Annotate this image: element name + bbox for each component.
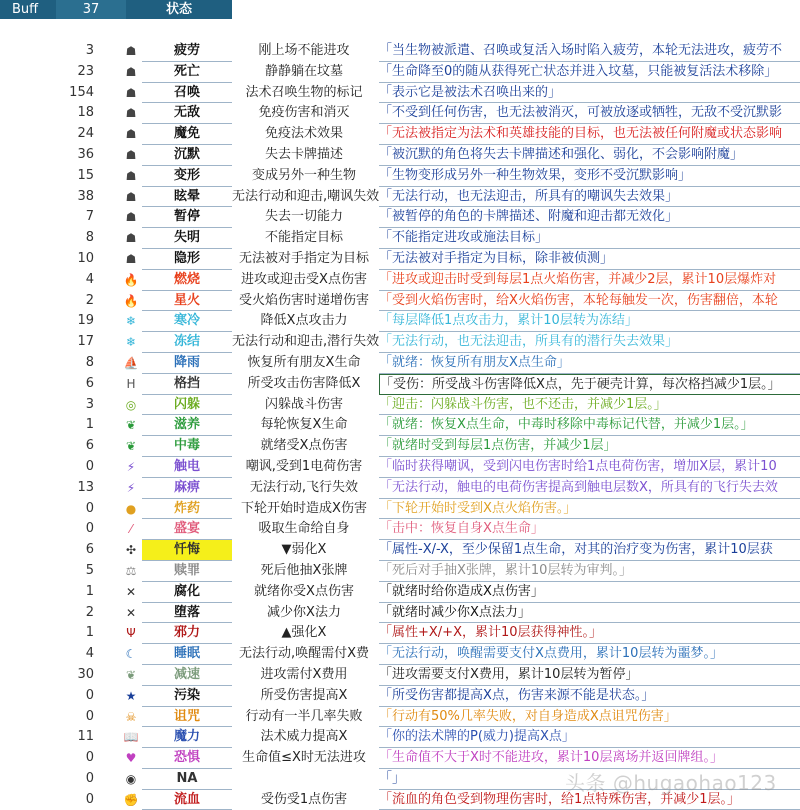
status-summary: 降低X点攻击力 [260,313,348,329]
status-summary: 进攻需付X费用 [260,666,348,682]
buff-count: 37 [56,0,126,19]
status-summary: 每轮恢复X生命 [260,417,348,433]
status-summary: 生命值≤X时无法进攻 [242,750,366,766]
status-name: 死亡 [142,62,232,83]
status-name: 流血 [142,790,232,810]
status-description: 「无法行动，也无法迎击，所具有的嘲讽失去效果」 [379,187,800,208]
status-description: 「行动有50%几率失败，对自身造成X点诅咒伤害」 [379,707,800,728]
status-name: 燃烧 [142,270,232,291]
status-description: 「击中：恢复自身X点生命」 [379,519,800,540]
status-description: 「就绪：恢复所有朋友X点生命」 [379,353,800,374]
status-summary: 法术召唤生物的标记 [245,84,363,100]
leaf-icon: ❦ [125,439,137,454]
count-value: 23 [77,63,94,79]
table-row [0,436,800,457]
status-name: 闪躲 [142,395,232,416]
status-summary: 静静躺在坟墓 [264,63,343,79]
barrier-icon: H [126,376,136,391]
status-name: 魔力 [142,727,232,748]
status-name: 麻痹 [142,478,232,499]
leaf-icon: ❦ [125,667,137,682]
status-name: 失明 [142,228,232,249]
table-row [0,228,800,249]
status-description: 「临时获得嘲讽，受到闪电伤害时给1点电荷伤害，增加X层，累计10 [379,457,800,478]
table-row [0,623,800,644]
status-description: 「生物变形成另外一种生物效果，变形不受沉默影响」 [379,166,800,187]
status-summary: 闪躲战斗伤害 [264,396,343,412]
count-value: 1 [85,583,94,599]
status-name: 格挡 [142,374,232,395]
status-description: 「无法被指定为法术和英雄技能的目标，也无法被任何附魔或状态影响 [379,124,800,145]
count-value: 0 [85,458,94,474]
status-name: 疲劳 [142,41,232,62]
table-row [0,519,800,540]
shield-icon: ☗ [125,106,137,121]
fist-icon: ✊ [123,792,139,807]
status-summary: 无法行动,飞行失效 [249,479,359,495]
book-icon: 📖 [123,730,139,745]
status-summary: 不能指定目标 [264,230,343,246]
table-row [0,561,800,582]
table-row [0,499,800,520]
table-row [0,311,800,332]
status-description: 「生命值不大于X时不能进攻，累计10层离场并返回牌组。」 [379,748,800,769]
status-description: 「当生物被派遣、召唤或复活入场时陷入疲劳，本轮无法进攻，疲劳不 [379,41,800,62]
count-value: 30 [77,666,94,682]
table-row [0,748,800,769]
status-description: 「所受伤害都提高X点，伤害来源不能是状态。」 [379,686,800,707]
status-name: 寒冷 [142,311,232,332]
table-row [0,603,800,624]
status-description: 「不能指定进攻或施法目标」 [379,228,800,249]
shield-icon: ☗ [125,64,137,79]
shield-icon: ☗ [125,85,137,100]
table-row [0,207,800,228]
status-name: 滋养 [142,415,232,436]
count-value: 17 [77,334,94,350]
count-value: 38 [77,188,94,204]
status-summary: 无法行动和迎击,潜行失效 [232,334,380,350]
table-row [0,395,800,416]
count-value: 0 [85,750,94,766]
table-row [0,83,800,104]
table-row [0,270,800,291]
table-row [0,332,800,353]
lightning-icon: ⚡ [126,480,136,495]
status-description: 「死后对手抽X张牌，累计10层转为审判。」 [379,561,800,582]
status-description: 「生命降至0的随从获得死亡状态并进入坟墓，只能被复活法术移除」 [379,62,800,83]
status-name: 堕落 [142,603,232,624]
status-table [0,41,800,810]
count-value: 0 [85,687,94,703]
count-value: 8 [85,354,94,370]
status-name: 盛宴 [142,519,232,540]
count-value: 15 [77,167,94,183]
status-description: 「被沉默的角色将失去卡牌描述和强化、弱化，不会影响附魔」 [379,145,800,166]
status-name: 降雨 [142,353,232,374]
status-description: 「无法行动，触电的电荷伤害提高到触电层数X，所具有的飞行失去效 [379,478,800,499]
status-description: 「受到火焰伤害时，给X火焰伤害，本轮每触发一次，伤害翻倍，本轮 [379,291,800,312]
status-description: 「你的法术牌的P(威力)提高X点」 [379,727,800,748]
status-summary: ▲强化X [281,625,327,641]
table-row [0,103,800,124]
shield-icon: ☗ [125,210,137,225]
count-value: 36 [77,146,94,162]
table-row [0,686,800,707]
status-description: 「」 [379,769,800,790]
count-value: 4 [85,646,94,662]
status-name: 睡眠 [142,644,232,665]
snowflake-icon: ❄ [125,335,137,350]
star-icon: ★ [125,688,137,703]
table-row [0,540,800,561]
status-name: 无敌 [142,103,232,124]
count-value: 13 [77,479,94,495]
status-name: 赎罪 [142,561,232,582]
table-row [0,707,800,728]
status-summary: 失去卡牌描述 [264,146,343,162]
cross-icon: ✣ [125,543,137,558]
status-summary: 下轮开始时造成X伤害 [241,500,367,516]
table-row [0,124,800,145]
trident-icon: Ψ [126,626,136,641]
eye-icon: ◉ [125,771,137,786]
table-row [0,644,800,665]
table-row [0,187,800,208]
status-name: 触电 [142,457,232,478]
status-summary: ▼弱化X [281,542,327,558]
status-summary: 吸取生命给自身 [258,521,350,537]
count-value: 3 [85,396,94,412]
table-row [0,41,800,62]
shield-icon: ☗ [125,147,137,162]
count-value: 1 [85,625,94,641]
count-value: 19 [77,313,94,329]
status-description: 「进攻或迎击时受到每层1点火焰伤害，并减少2层，累计10层爆炸对 [379,270,800,291]
status-summary: 行动有一半几率失败 [245,708,363,724]
count-value: 18 [77,105,94,121]
status-summary: 无法被对手指定为目标 [238,250,369,266]
lightning-icon: ⚡ [126,459,136,474]
count-value: 7 [85,209,94,225]
status-name: 炸药 [142,499,232,520]
count-value: 6 [85,438,94,454]
status-description: 「属性+X/+X，累计10层获得神性。」 [379,623,800,644]
status-summary: 嘲讽,受到1电荷伤害 [245,458,363,474]
status-name: 忏悔 [142,540,232,561]
status-summary: 变成另外一种生物 [251,167,356,183]
status-summary: 受火焰伤害时递增伤害 [238,292,369,308]
status-name: 诅咒 [142,707,232,728]
status-description: 「属性-X/-X，至少保留1点生命，对其的治疗变为伤害，累计10层获 [379,540,800,561]
status-description: 「无法行动，唤醒需要支付X点费用，累计10层转为噩梦。」 [379,644,800,665]
status-description: 「流血的角色受到物理伤害时，给1点特殊伤害，并减少1层。」 [379,790,800,810]
status-description: 「就绪时受到每层1点伤害，并减少1层」 [379,436,800,457]
buff-tab[interactable]: Buff [12,2,39,17]
status-description: 「不受到任何伤害，也无法被消灭，可被放逐或牺牲，无敌不受沉默影 [379,103,800,124]
count-value: 0 [85,791,94,807]
table-row [0,291,800,312]
wings-icon: ✕ [125,584,137,599]
status-description: 「无法被对手指定为目标，除非被侦测」 [379,249,800,270]
status-name: 腐化 [142,582,232,603]
status-summary: 免疫伤害和消灭 [258,105,350,121]
status-name: 隐形 [142,249,232,270]
status-summary: 受伤受1点伤害 [260,791,348,807]
count-value: 1 [85,417,94,433]
header-bar [0,0,232,19]
shield-icon: ☗ [125,251,137,266]
skull-icon: ☠ [125,709,137,724]
bomb-icon: ● [125,501,137,516]
shield-icon: ☗ [125,168,137,183]
status-name: 星火 [142,291,232,312]
table-row [0,249,800,270]
table-row [0,457,800,478]
status-summary: 恢复所有朋友X生命 [247,354,361,370]
table-row [0,478,800,499]
status-summary: 减少你X法力 [267,604,341,620]
status-description: 「被暂停的角色的卡牌描述、附魔和迎击都无效化」 [379,207,800,228]
status-name: 恐惧 [142,748,232,769]
status-name: 沉默 [142,145,232,166]
count-value: 2 [85,292,94,308]
table-row [0,353,800,374]
status-description: 「无法行动，也无法迎击，所具有的潜行失去效果」 [379,332,800,353]
count-value: 0 [85,500,94,516]
heart-icon: ♥ [125,751,137,766]
shield-icon: ☗ [125,44,137,58]
status-name: 污染 [142,686,232,707]
status-summary: 进攻或迎击受X点伤害 [241,271,367,287]
table-row [0,166,800,187]
status-summary: 无法行动和迎击,嘲讽失效 [232,188,380,204]
swirl-icon: ◎ [125,397,137,412]
leaf-icon: ❦ [125,418,137,433]
count-value: 6 [85,542,94,558]
status-name: NA [142,769,232,790]
status-name: 变形 [142,166,232,187]
status-description: 「表示它是被法术召唤出来的」 [379,83,800,104]
fire-icon: 🔥 [123,272,139,287]
status-summary: 无法行动,唤醒需付X费 [238,646,370,662]
table-row [0,62,800,83]
status-name: 中毒 [142,436,232,457]
count-value: 4 [85,271,94,287]
status-summary: 法术威力提高X [260,729,348,745]
status-name: 召唤 [142,83,232,104]
scales-icon: ⚖ [125,563,137,578]
status-name: 魔免 [142,124,232,145]
shield-icon: ☗ [125,127,137,142]
status-summary: 所受攻击伤害降低X [247,375,361,391]
status-description: 「受伤：所受战斗伤害降低X点，先于硬壳计算，每次格挡减少1层。」 [379,374,800,395]
blade-icon: ⁄ [129,522,132,537]
status-title: 状态 [165,2,192,17]
count-value: 0 [85,521,94,537]
count-value: 8 [85,230,94,246]
snowflake-icon: ❄ [125,314,137,329]
moon-icon: ☾ [125,647,137,662]
count-value: 10 [77,250,94,266]
count-value: 0 [85,708,94,724]
status-description: 「进攻需要支付X费用，累计10层转为暂停」 [379,665,800,686]
fire-icon: 🔥 [123,293,139,308]
status-name: 暂停 [142,207,232,228]
count-value: 3 [85,43,94,58]
status-summary: 死后他抽X张牌 [260,562,348,578]
count-value: 0 [85,770,94,786]
status-summary: 免疫法术效果 [264,126,343,142]
status-summary: 刚上场不能进攻 [258,43,350,58]
count-value: 2 [85,604,94,620]
status-name: 邪力 [142,623,232,644]
count-value: 154 [69,84,94,100]
status-description: 「每层降低1点攻击力，累计10层转为冻结」 [379,311,800,332]
count-value: 5 [85,562,94,578]
shield-icon: ☗ [125,189,137,204]
status-name: 减速 [142,665,232,686]
status-summary: 就绪受X点伤害 [260,438,348,454]
table-row [0,415,800,436]
status-summary: 就绪你受X点伤害 [254,583,354,599]
table-row [0,374,800,395]
status-summary: 失去一切能力 [264,209,343,225]
status-name: 眩晕 [142,187,232,208]
watermark: 头条 @hugaohao123 [565,771,777,795]
shield-icon: ☗ [125,231,137,246]
status-description: 「就绪时减少你X点法力」 [379,603,800,624]
table-row [0,665,800,686]
wings-icon: ✕ [125,605,137,620]
count-value: 11 [77,729,94,745]
status-description: 「下轮开始时受到X点火焰伤害。」 [379,499,800,520]
status-description: 「就绪：恢复X点生命，中毒时移除中毒标记代替，并减少1层。」 [379,415,800,436]
table-row [0,145,800,166]
sailboat-icon: ⛵ [123,355,139,370]
table-row [0,727,800,748]
status-summary: 所受伤害提高X [260,687,348,703]
status-description: 「迎击：闪躲战斗伤害，也不还击，并减少1层。」 [379,395,800,416]
count-value: 24 [77,126,94,142]
status-description: 「就绪时给你造成X点伤害」 [379,582,800,603]
status-name: 冻结 [142,332,232,353]
table-row [0,582,800,603]
count-value: 6 [85,375,94,391]
